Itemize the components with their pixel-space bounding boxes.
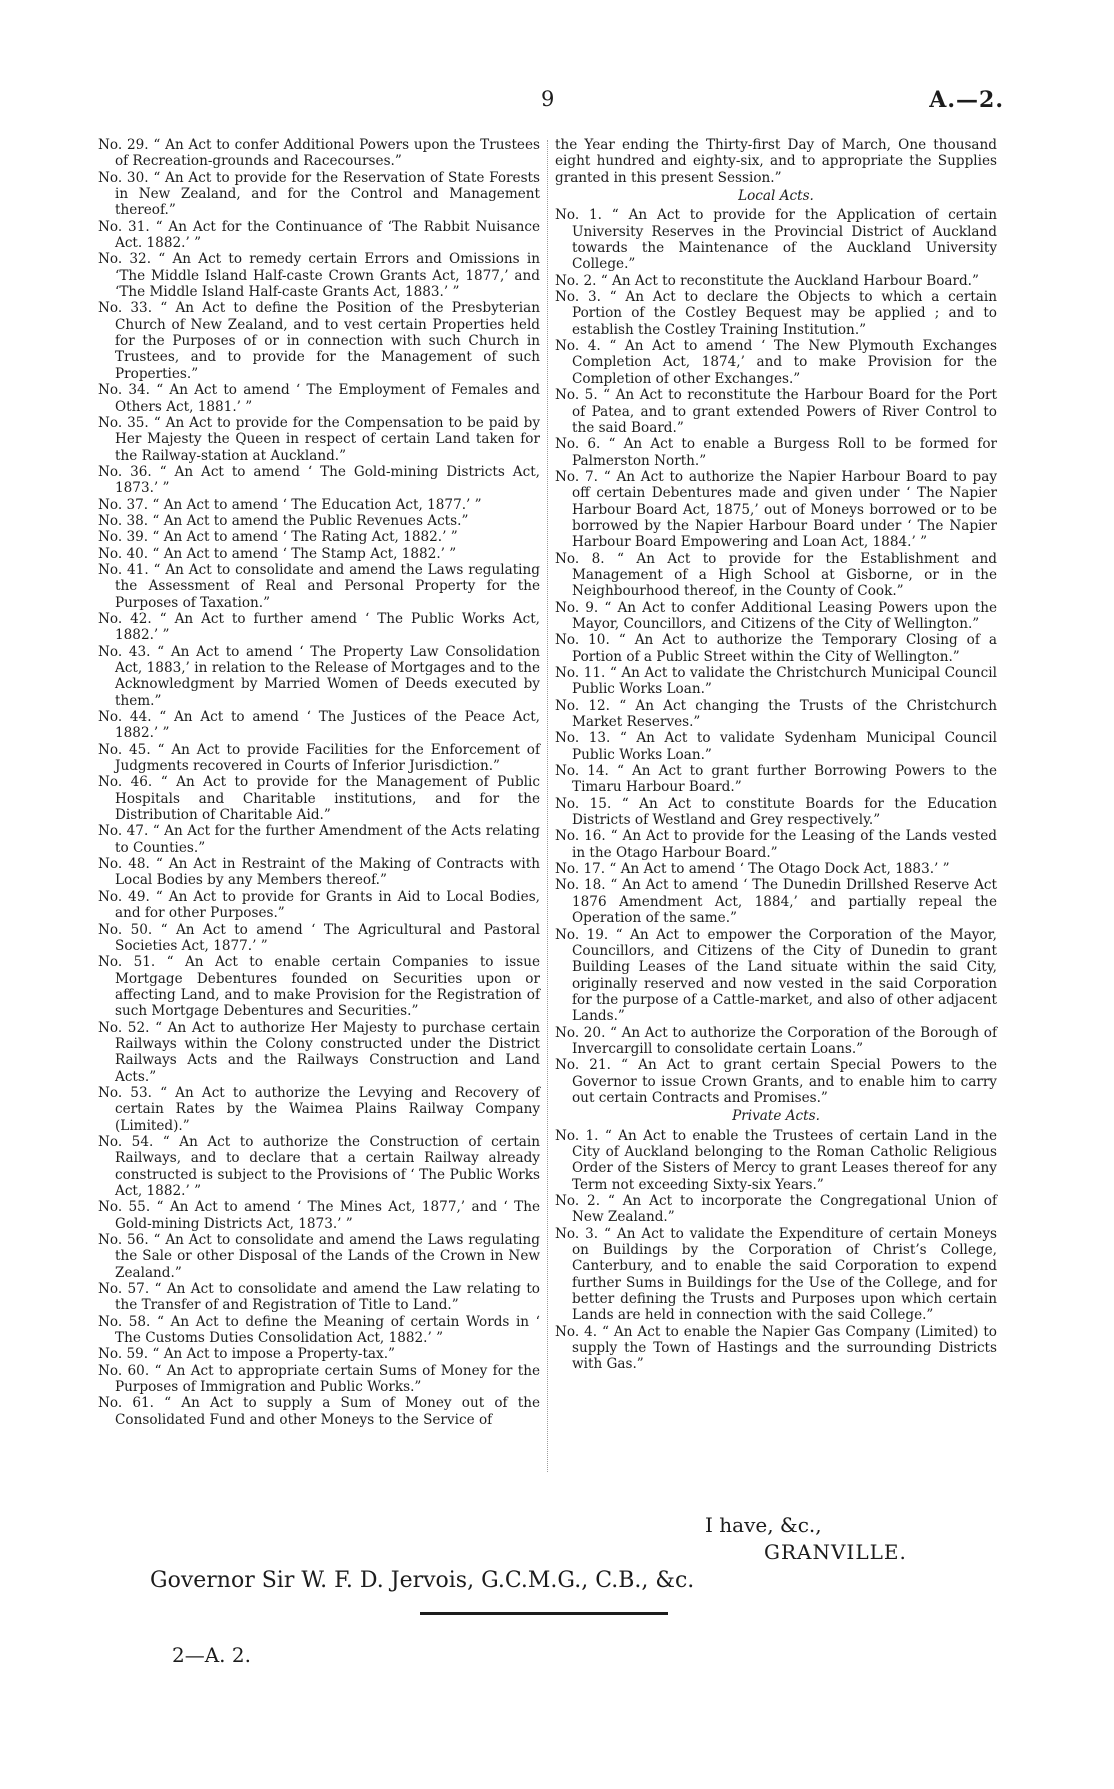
general-act-entry: No. 44. “ An Act to amend ‘ The Justices of the Peace Act, 1882.’ ” [98, 709, 540, 742]
general-act-entry: No. 32. “ An Act to remedy certain Errors and Omissions in ‘The Middle Island Half-caste Crown Grants Act, 1877,’ and ‘The Middle Island Half-caste Grants Act, 1883.’ ” [98, 251, 540, 301]
local-act-entry: No. 5. “ An Act to reconstitute the Harbour Board for the Port of Patea, and to grant extended Powers of River Control to the said Board.” [555, 387, 997, 436]
general-act-entry: No. 45. “ An Act to provide Facilities for the Enforcement of Judgments recovered in Courts of Inferior Jurisdiction.” [98, 741, 540, 775]
general-act-entry: No. 41. “ An Act to consolidate and amend the Laws regulating the Assessment of Real and Personal Property for the Purposes of Taxation.” [98, 561, 540, 611]
local-act-entry: No. 3. “ An Act to declare the Objects to which a certain Portion of the Costley Bequest may be applied ; and to establish the Costley Training Institution.” [555, 289, 997, 338]
page-number: 9 [541, 87, 555, 111]
general-act-entry: No. 34. “ An Act to amend ‘ The Employment of Females and Others Act, 1881.’ ” [98, 382, 540, 415]
sheet-mark: 2—A. 2. [172, 1643, 251, 1667]
local-act-entry: No. 1. “ An Act to provide for the Application of certain University Reserves in the Provincial District of Auckland towards the Maintenance of the Auckland University College.” [555, 207, 997, 273]
general-act-entry: No. 42. “ An Act to further amend ‘ The Public Works Act, 1882.’ ” [98, 610, 540, 644]
right-column [555, 137, 997, 1373]
private-act-entry: No. 4. “ An Act to enable the Napier Gas Company (Limited) to supply the Town of Hastings and the surrounding Districts with Gas.” [555, 1323, 997, 1373]
private-acts-heading: Private Acts. [732, 1108, 820, 1125]
general-act-entry: No. 60. “ An Act to appropriate certain Sums of Money for the Purposes of Immigration and Public Works.” [98, 1362, 540, 1396]
local-act-entry: No. 11. “ An Act to validate the Christchurch Municipal Council Public Works Loan.” [555, 665, 997, 698]
general-act-entry: No. 37. “ An Act to amend ‘ The Education Act, 1877.’ ” [98, 496, 482, 513]
local-act-entry: No. 4. “ An Act to amend ‘ The New Plymouth Exchanges Completion Act, 1874,’ and to make Provision for the Completion of other Exchanges.” [555, 338, 997, 387]
signature-name: GRANVILLE. [764, 1540, 907, 1564]
local-act-entry: No. 10. “ An Act to authorize the Temporary Closing of a Portion of a Public Street within the City of Wellington.” [555, 632, 997, 665]
private-act-entry: No. 2. “ An Act to incorporate the Congregational Union of New Zealand.” [555, 1193, 997, 1226]
private-acts-list [555, 1128, 997, 1373]
local-act-entry: No. 20. “ An Act to authorize the Corporation of the Borough of Invercargill to consolidate certain Loans.” [555, 1024, 997, 1057]
general-act-entry: No. 56. “ An Act to consolidate and amend the Laws regulating the Sale or other Disposal of the Lands of the Crown in New Zealand.” [98, 1232, 540, 1281]
general-act-entry: No. 50. “ An Act to amend ‘ The Agricultural and Pastoral Societies Act, 1877.’ ” [98, 921, 540, 954]
general-act-entry: No. 29. “ An Act to confer Additional Powers upon the Trustees of Recreation-grounds and Racecourses.” [98, 137, 540, 170]
local-act-entry: No. 16. “ An Act to provide for the Leasing of the Lands vested in the Otago Harbour Board.” [555, 828, 997, 861]
general-act-entry: No. 54. “ An Act to authorize the Construction of certain Railways, and to declare that a certain Railway already constructed is subject to the Provisions of ‘ The Public Works Act, 1882.’ ” [98, 1133, 540, 1199]
general-act-entry: No. 31. “ An Act for the Continuance of ‘The Rabbit Nuisance Act. 1882.’ ” [98, 218, 540, 252]
general-act-entry: No. 47. “ An Act for the further Amendment of the Acts relating to Counties.” [98, 823, 540, 856]
local-act-entry: No. 18. “ An Act to amend ‘ The Dunedin Drillshed Reserve Act 1876 Amendment Act, 1884,’ and partially repeal the Operation of the same.” [555, 877, 997, 927]
private-act-entry: No. 3. “ An Act to validate the Expenditure of certain Moneys on Buildings by the Corporation of Christ’s College, Canterbury, and to enable the said Corporation to expend further Sums in Buildings for the Use of the College, and for better defining the Trusts and Purposes upon which certain Lands are held in connection with the said College.” [555, 1225, 997, 1324]
addressee: Governor Sir W. F. D. Jervois, G.C.M.G., C.B., &c. [150, 1568, 695, 1593]
local-act-entry: No. 9. “ An Act to confer Additional Leasing Powers upon the Mayor, Councillors, and Citizens of the City of Wellington.” [555, 599, 997, 632]
general-act-entry: No. 36. “ An Act to amend ‘ The Gold-mining Districts Act, 1873.’ ” [98, 463, 540, 497]
private-act-entry: No. 1. “ An Act to enable the Trustees of certain Land in the City of Auckland belonging to the Roman Catholic Religious Order of the Sisters of Mercy to grant Leases thereof for any Term not exceeding Sixty-six Years.” [555, 1127, 997, 1193]
general-act-entry: No. 49. “ An Act to provide for Grants in Aid to Local Bodies, and for other Purposes.” [98, 888, 540, 922]
general-act-entry: No. 58. “ An Act to define the Meaning of certain Words in ‘ The Customs Duties Consolidation Act, 1882.’ ” [98, 1313, 540, 1347]
local-act-entry: No. 13. “ An Act to validate Sydenham Municipal Council Public Works Loan.” [555, 730, 997, 763]
general-act-entry: No. 39. “ An Act to amend ‘ The Rating Act, 1882.’ ” [98, 529, 458, 546]
local-act-entry: No. 14. “ An Act to grant further Borrowing Powers to the Timaru Harbour Board.” [555, 763, 997, 796]
general-act-entry: No. 57. “ An Act to consolidate and amend the Law relating to the Transfer of and Registration of Title to Land.” [98, 1281, 540, 1314]
local-acts-list [555, 207, 997, 1106]
local-act-entry: No. 8. “ An Act to provide for the Establishment and Management of a High School at Gisborne, or in the Neighbourhood thereof, in the County of Cook.” [555, 550, 997, 600]
general-act-entry: No. 53. “ An Act to authorize the Levying and Recovery of certain Rates by the Waimea Plains Railway Company (Limited).” [98, 1084, 540, 1134]
general-act-entry: No. 43. “ An Act to amend ‘ The Property Law Consolidation Act, 1883,’ in relation to the Release of Mortgages and to the Acknowledgment by Married Women of Deeds executed by them.” [98, 643, 540, 709]
general-act-entry: No. 38. “ An Act to amend the Public Revenues Acts.” [98, 512, 469, 529]
general-act-entry: No. 61. “ An Act to supply a Sum of Money out of the Consolidated Fund and other Moneys to the Service of [98, 1395, 540, 1428]
left-column [98, 137, 540, 1428]
closing-line: I have, &c., [705, 1513, 822, 1537]
local-act-entry: No. 2. “ An Act to reconstitute the Auckland Harbour Board.” [555, 272, 979, 289]
general-act-entry: No. 40. “ An Act to amend ‘ The Stamp Act, 1882.’ ” [98, 545, 457, 562]
general-act-entry: No. 52. “ An Act to authorize Her Majesty to purchase certain Railways within the Colony constructed under the District Railways Acts and the Railways Construction and Land Acts.” [98, 1019, 540, 1085]
local-act-entry: No. 21. “ An Act to grant certain Special Powers to the Governor to issue Crown Grants, and to enable him to carry out certain Contracts and Promises.” [555, 1057, 997, 1106]
local-act-entry: No. 19. “ An Act to empower the Corporation of the Mayor, Councillors, and Citizens of the City of Dunedin to grant Building Leases of the Land situate within the said City, originally reserved and now vested in the said Corporation for the purpose of a Cattle-market, and also of other adjacent Lands.” [555, 926, 997, 1025]
general-act-entry: No. 30. “ An Act to provide for the Reservation of State Forests in New Zealand, and for the Control and Management thereof.” [98, 169, 540, 219]
general-act-entry: No. 35. “ An Act to provide for the Compensation to be paid by Her Majesty the Queen in respect of certain Land taken for the Railway-station at Auckland.” [98, 414, 540, 464]
local-act-entry: No. 17. “ An Act to amend ‘ The Otago Dock Act, 1883.’ ” [555, 861, 950, 878]
document-reference: A.—2. [929, 87, 1004, 113]
general-act-entry: No. 59. “ An Act to impose a Property-tax.” [98, 1346, 395, 1363]
local-acts-heading: Local Acts. [738, 188, 814, 205]
general-act-entry: No. 46. “ An Act to provide for the Management of Public Hospitals and Charitable institutions, and for the Distribution of Charitable Aid.” [98, 774, 540, 824]
local-act-entry: No. 6. “ An Act to enable a Burgess Roll to be formed for Palmerston North.” [555, 436, 997, 469]
general-act-entry: No. 55. “ An Act to amend ‘ The Mines Act, 1877,’ and ‘ The Gold-mining Districts Act, 1873.’ ” [98, 1199, 540, 1232]
general-act-entry: No. 48. “ An Act in Restraint of the Making of Contracts with Local Bodies by any Members thereof.” [98, 856, 540, 889]
general-act-entry: No. 33. “ An Act to define the Position of the Presbyterian Church of New Zealand, and to vest certain Properties held for the Purposes of or in connection with such Church in Trustees, and to provide for the Management of such Properties.” [98, 300, 540, 382]
general-act-entry: No. 51. “ An Act to enable certain Companies to issue Mortgage Debentures founded on Securities upon or affecting Land, and to make Provision for the Registration of such Mortgage Debentures and Securities.” [98, 954, 540, 1020]
local-act-entry: No. 12. “ An Act changing the Trusts of the Christchurch Market Reserves.” [555, 697, 997, 731]
local-act-entry: No. 7. “ An Act to authorize the Napier Harbour Board to pay off certain Debentures made and given under ‘ The Napier Harbour Board Act, 1875,’ out of Moneys borrowed or to be borrowed by the Napier Harbour Board under ‘ The Napier Harbour Board Empowering and Loan Act, 1884.’ ” [555, 468, 997, 551]
local-act-entry: No. 15. “ An Act to constitute Boards for the Education Districts of Westland and Grey respectively.” [555, 795, 997, 829]
footer-rule [420, 1612, 668, 1615]
continuation-text: the Year ending the Thirty-first Day of March, One thousand eight hundred and eighty-six, and to appropriate the Supplies granted in this present Session.” [555, 137, 997, 186]
column-divider [547, 140, 548, 1472]
